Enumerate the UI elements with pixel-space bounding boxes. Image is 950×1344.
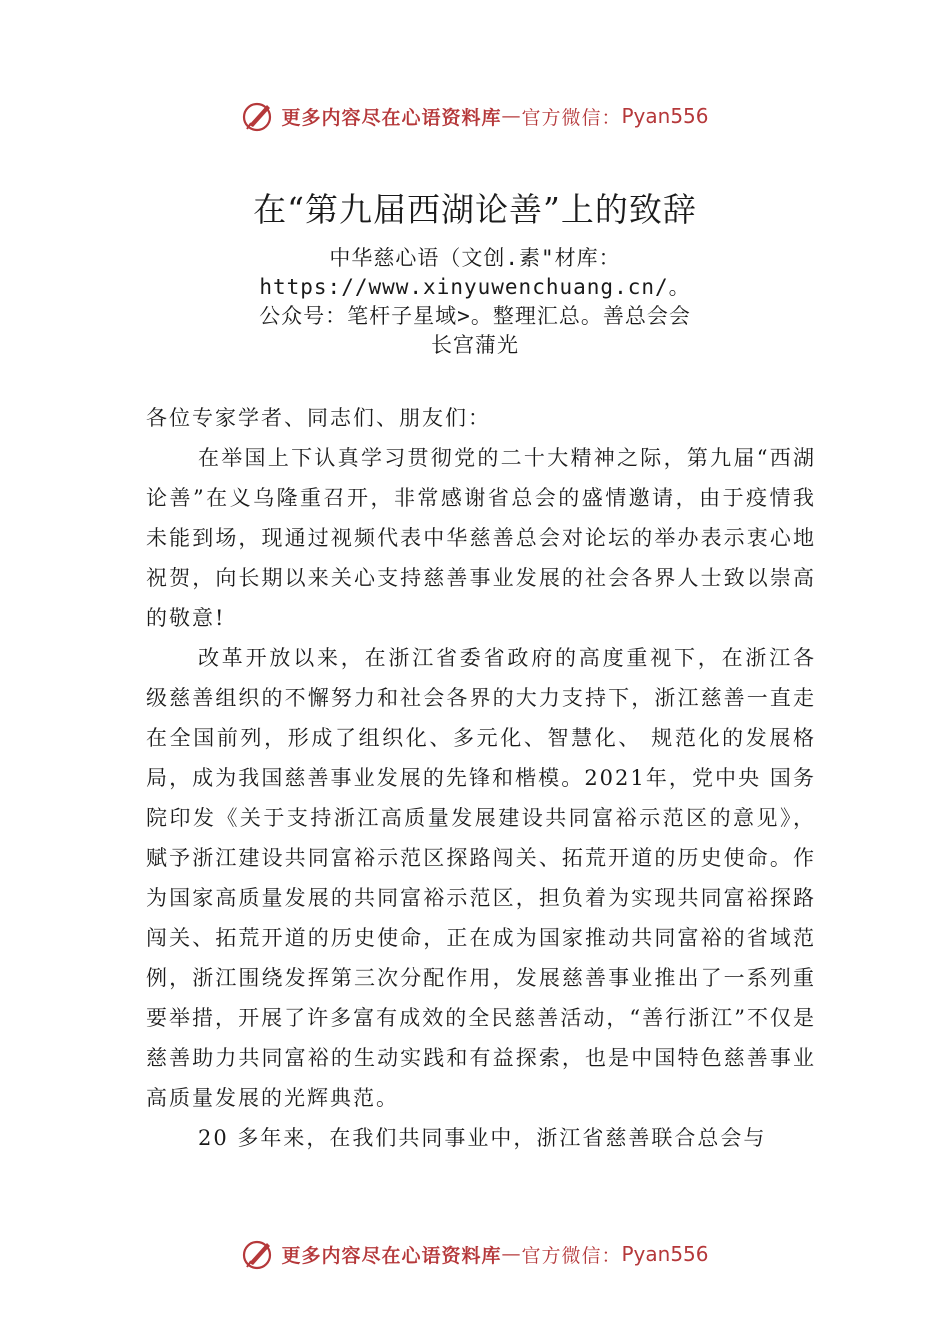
banner-separator: —	[501, 1243, 522, 1265]
paragraph-2: 改革开放以来，在浙江省委省政府的高度重视下，在浙江各级慈善组织的不懈努力和社会各界的大力支持下，浙江慈善一直走在全国前列，形成了组织化、多元化、智慧化、 规范化的发展格局，成为我国慈善事业发展的先锋和楷模。2021年，党中央 国务院印发《关于支持浙江高质量发展建设共同富裕示范区的意见》，赋予浙江建设共同富裕示范区探路闯关、拓荒开道的历史使命。作为国家高质量发展的共同富裕示范区，担负着为实现共同富裕探路闯关、拓荒开道的历史使命，正在成为国家推动共同富裕的省域范例，浙江围绕发挥第三次分配作用，发展慈善事业推出了一系列重要举措，开展了许多富有成效的全民慈善活动，“善行浙江”不仅是慈善助力共同富裕的生动实践和有益探索，也是中国特色慈善事业高质量发展的光辉典范。	[146, 646, 816, 1110]
paragraph-3: 20 多年来，在我们共同事业中，浙江省慈善联合总会与	[198, 1126, 767, 1150]
banner-brand: 更多内容尽在心语资料库	[281, 1244, 502, 1267]
banner-wechat-label: 官方微信：	[521, 1244, 622, 1267]
banner-separator: —	[501, 105, 522, 127]
footer-banner	[0, 1234, 950, 1274]
banner-wechat-id: Pyan556	[621, 1242, 709, 1266]
banner-wechat-label: 官方微信：	[521, 106, 622, 129]
banner-wechat-id: Pyan556	[621, 104, 709, 128]
quill-logo-icon	[241, 1237, 275, 1271]
document-byline: 中华慈心语（文创.素"材库：https://www.xinyuwenchuang.cn/。公众号：笔杆子星域>。整理汇总。善总会会长宫蒲光	[259, 246, 691, 357]
quill-logo-icon	[241, 99, 275, 133]
salutation: 各位专家学者、同志们、朋友们：	[146, 406, 491, 430]
paragraph-1: 在举国上下认真学习贯彻党的二十大精神之际，第九届“西湖论善”在义乌隆重召开，非常感谢省总会的盛情邀请，由于疫情我未能到场，现通过视频代表中华慈善总会对论坛的举办表示衷心地祝贺，向长期以来关心支持慈善事业发展的社会各界人士致以崇高的敬意!	[146, 446, 816, 630]
document-body	[146, 398, 816, 1158]
banner-brand: 更多内容尽在心语资料库	[281, 106, 502, 129]
header-banner	[0, 96, 950, 136]
document-title: 在“第九届西湖论善”上的致辞	[253, 190, 697, 229]
